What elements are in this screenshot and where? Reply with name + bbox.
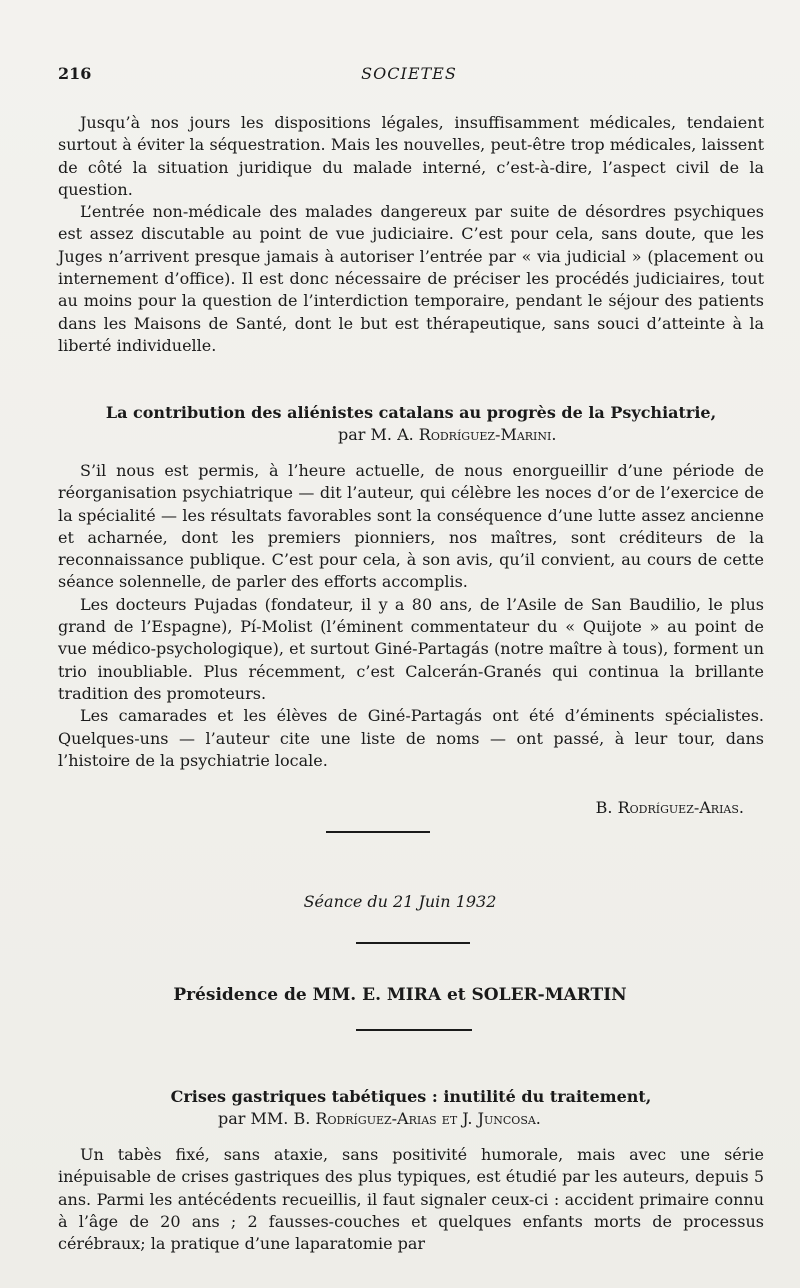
divider-rule (356, 1029, 472, 1031)
article-body-catalan (58, 460, 764, 772)
byline-author: Rodríguez-Marini. (418, 425, 557, 444)
signature: B. Rodríguez-Arias. (595, 798, 744, 817)
running-title: SOCIETES (361, 64, 457, 83)
divider-rule (356, 942, 470, 944)
article-title: Crises gastriques tabétiques : inutilité du traitement, (170, 1087, 652, 1106)
running-head (58, 64, 760, 86)
byline-prefix: par M. A. (338, 425, 419, 444)
byline-author: Rodríguez-Arias et J. Juncosa. (315, 1109, 541, 1128)
article-byline (98, 1108, 764, 1130)
presidency-heading: Présidence de MM. E. MIRA et SOLER-MARTIN (173, 985, 627, 1005)
paragraph: S’il nous est permis, à l’heure actuelle, de nous enorgueillir d’une période de réorganisation psychiatrique — dit l’auteur, qui célèbre les noces d’or de l’exercice de la spécialité — les résultats favorables sont la conséquence d’une lutte assez ancienne et acharnée, dont les premiers pionniers, nos maîtres, sont créditeurs de la reconnaissance publique. C’est pour cela, à son avis, qu’il convient, au cours de cette séance solennelle, de parler des efforts accomplis. (58, 461, 764, 592)
byline-prefix: par MM. B. (218, 1109, 316, 1128)
paragraph: Les camarades et les élèves de Giné-Partagás ont été d’éminents spécialistes. Quelques-uns — l’auteur cite une liste de noms — ont passé, à leur tour, dans l’histoire de la psychiatrie locale. (58, 706, 764, 770)
paragraph: L’entrée non-médicale des malades dangereux par suite de désordres psychiques est assez discutable au point de vue judiciaire. C’est pour cela, sans doute, que les Juges n’arrivent presque jamais à autoriser l’entrée par « via judicial » (placement ou internement d’office). Il est donc nécessaire de préciser les procédés judiciaires, tout au moins pour la question de l’interdiction temporaire, pendant le séjour des patients dans les Maisons de Santé, dont le but est thérapeutique, sans souci d’atteinte à la liberté individuelle. (58, 202, 764, 355)
intro-text (58, 112, 764, 357)
article-body-tabes (58, 1144, 764, 1255)
paragraph: Les docteurs Pujadas (fondateur, il y a 80 ans, de l’Asile de San Baudilio, le plus grand de l’Espagne), Pí-Molist (l’éminent commentateur du « Quijote » au point de vue médico-psychologique), et surtout Giné-Partagás (notre maître à tous), forment un trio inoubliable. Plus récemment, c’est Calcerán-Granés qui continua la brillante tradition des promoteurs. (58, 594, 764, 703)
article-title: La contribution des aliénistes catalans au progrès de la Psychiatrie, (105, 403, 717, 422)
session-date: Séance du 21 Juin 1932 (303, 892, 497, 911)
paragraph: Un tabès fixé, sans ataxie, sans positivité humorale, mais avec une série inépuisable de crises gastriques des plus typiques, est étudié par les auteurs, depuis 5 ans. Parmi les antécédents recueillis, il faut signaler ceux-ci : accident primaire connu à l’âge de 20 ans ; 2 fausses-couches et quelques enfants morts de processus cérébraux; la pratique d’une laparatomie par (58, 1145, 764, 1254)
article-heading-catalan (58, 402, 764, 446)
page-number: 216 (58, 64, 92, 83)
divider-rule (326, 831, 430, 833)
article-heading-tabes (58, 1086, 764, 1130)
paragraph: Jusqu’à nos jours les dispositions légales, insuffisamment médicales, tendaient surtout à éviter la séquestration. Mais les nouvelles, peut-être trop médicales, laissent de côté la situation juridique du malade interné, c’est-à-dire, l’aspect civil de la question. (58, 113, 764, 199)
article-byline (218, 424, 764, 446)
